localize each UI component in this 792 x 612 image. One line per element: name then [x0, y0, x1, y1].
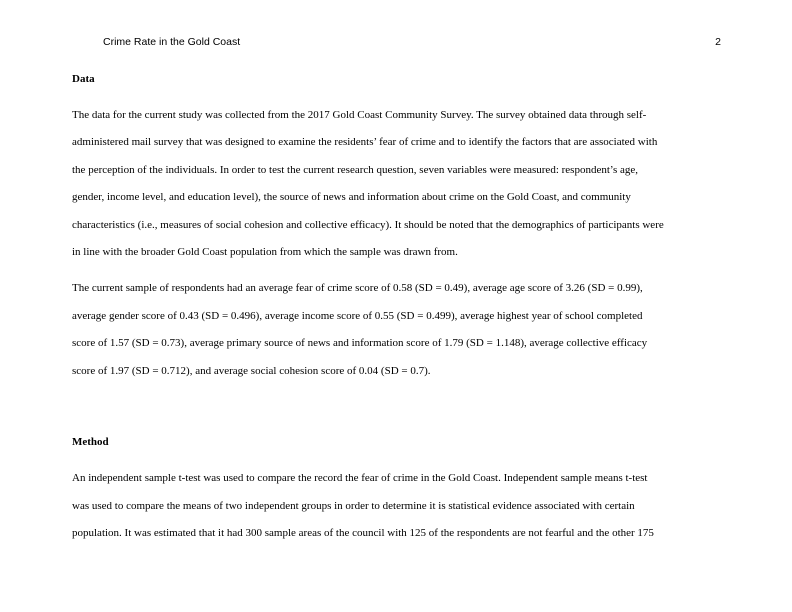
paragraph-line: average gender score of 0.43 (SD = 0.496), average income score of 0.55 (SD = 0.499), average highest year of school completed — [72, 309, 643, 322]
paragraph-line: population. It was estimated that it had 300 sample areas of the council with 125 of the respondents are not fearful and the other 175 — [72, 527, 654, 539]
page-number: 2 — [715, 36, 721, 48]
paragraph-line: was used to compare the means of two independent groups in order to determine it is statistical evidence associated with certain — [72, 499, 635, 512]
paragraph-line: The current sample of respondents had an average fear of crime score of 0.58 (SD = 0.49), average age score of 3.26 (SD = 0.99), — [72, 282, 643, 294]
paragraph-line: The data for the current study was collected from the 2017 Gold Coast Community Survey. The survey obtained data through self- — [72, 109, 647, 121]
paragraph-line: the perception of the individuals. In order to test the current research question, seven variables were measured: respondent’s age, — [72, 163, 638, 176]
paragraph-line: characteristics (i.e., measures of social cohesion and collective efficacy). It should be noted that the demographics of participants were — [72, 218, 664, 231]
paragraph-line: administered mail survey that was designed to examine the residents’ fear of crime and to identify the factors that are associated with — [72, 136, 658, 148]
paragraph-line: score of 1.57 (SD = 0.73), average primary source of news and information score of 1.79 (SD = 1.148), average collective efficacy — [72, 337, 648, 349]
paragraph-line: in line with the broader Gold Coast population from which the sample was drawn from. — [72, 246, 458, 258]
paragraph-line: gender, income level, and education level), the source of news and information about crime on the Gold Coast, and community — [72, 191, 631, 203]
data-heading: Data — [72, 73, 95, 85]
paragraph-line: score of 1.97 (SD = 0.712), and average social cohesion score of 0.04 (SD = 0.7). — [72, 365, 431, 377]
paragraph-line: An independent sample t-test was used to compare the record the fear of crime in the Gold Coast. Independent sample means t-test — [72, 472, 648, 484]
method-heading: Method — [72, 436, 109, 448]
running-head: Crime Rate in the Gold Coast — [103, 36, 241, 48]
